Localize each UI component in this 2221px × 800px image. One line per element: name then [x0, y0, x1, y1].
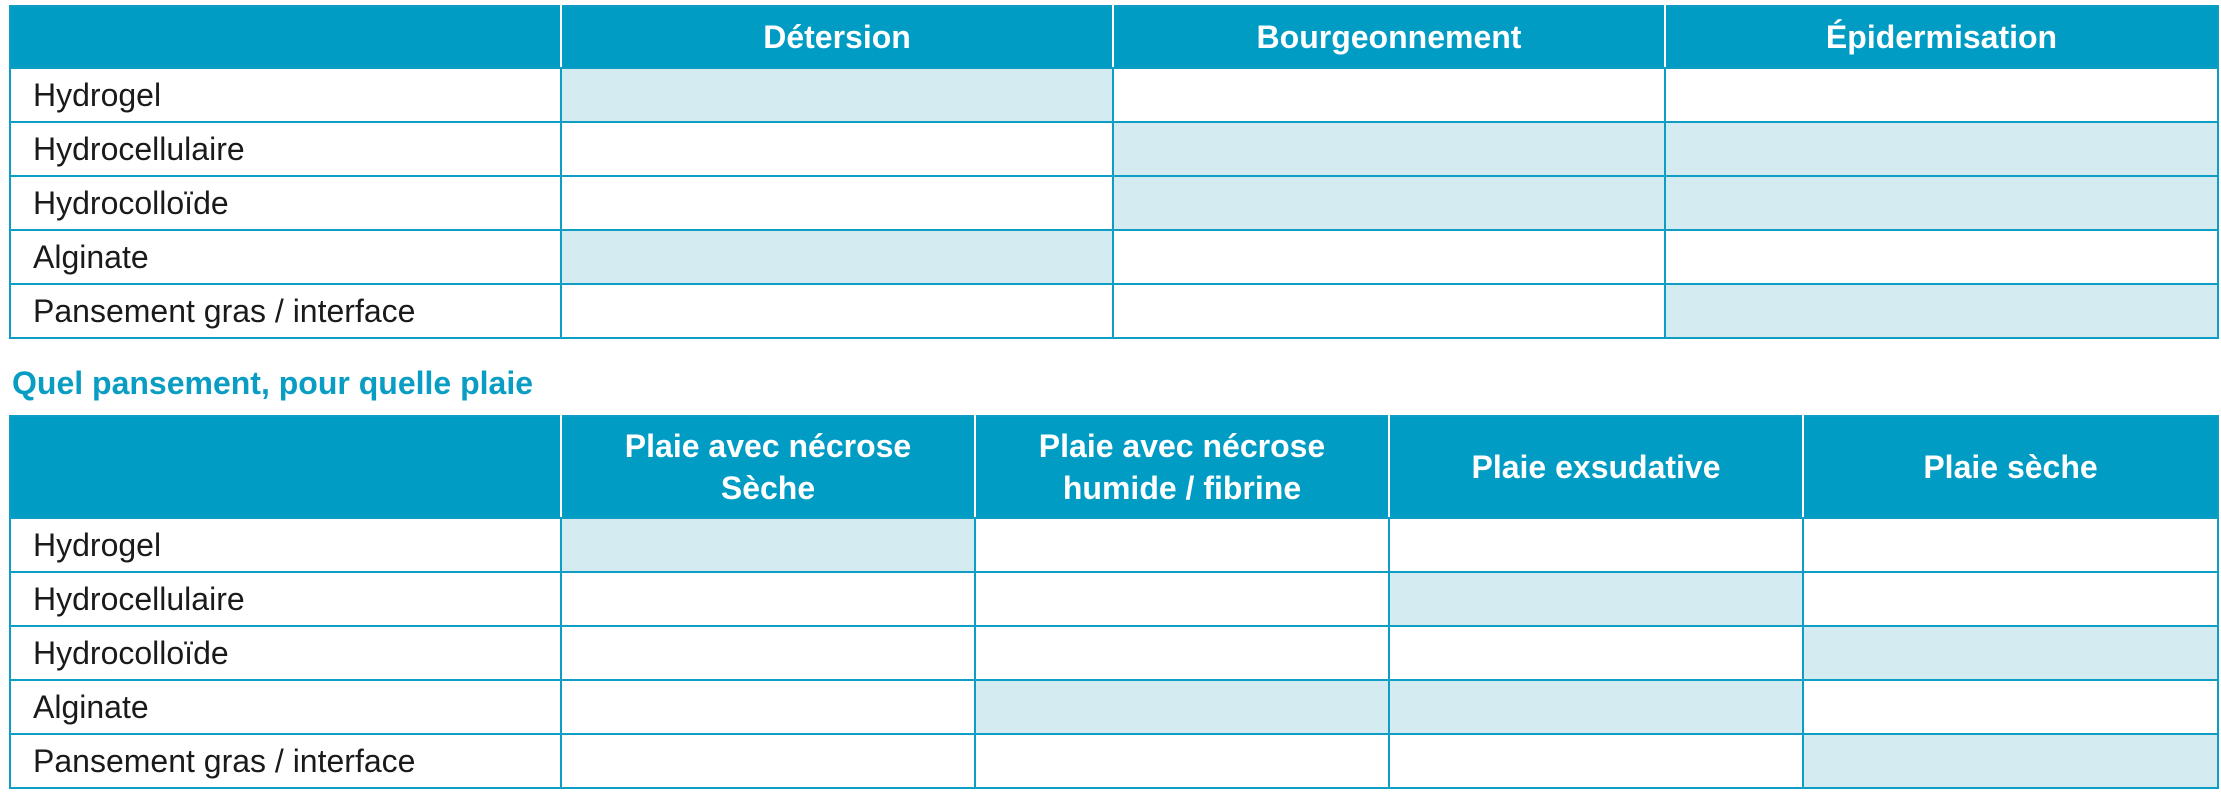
column-header-line: Plaie exsudative: [1471, 449, 1721, 485]
table-healing-phase: [9, 5, 2219, 339]
table-row: [10, 734, 2218, 788]
table-row: [10, 626, 2218, 680]
indication-cell-highlighted: [1389, 680, 1803, 734]
row-label: Hydrocellulaire: [10, 572, 561, 626]
indication-cell: [975, 734, 1389, 788]
indication-cell: [1389, 626, 1803, 680]
indication-cell: [975, 626, 1389, 680]
indication-cell-highlighted: [1665, 284, 2218, 338]
column-header-line: Plaie avec nécrose: [1038, 428, 1326, 464]
header-corner-cell: [10, 416, 561, 518]
row-label: Hydrocolloïde: [10, 626, 561, 680]
indication-cell-highlighted: [1665, 122, 2218, 176]
column-header-line: Plaie avec nécrose: [624, 428, 912, 464]
indication-cell: [561, 680, 975, 734]
indication-cell-highlighted: [1113, 176, 1665, 230]
indication-cell: [1389, 734, 1803, 788]
indication-cell: [561, 572, 975, 626]
column-header: Épidermisation: [1665, 6, 2218, 68]
column-header-line: Sèche: [720, 470, 816, 506]
indication-cell: [561, 734, 975, 788]
header-corner-cell: [10, 6, 561, 68]
row-label: Alginate: [10, 680, 561, 734]
table-row: [10, 518, 2218, 572]
indication-cell: [1389, 518, 1803, 572]
table-row: [10, 572, 2218, 626]
column-header-line: Plaie sèche: [1923, 449, 2098, 485]
row-label: Hydrogel: [10, 68, 561, 122]
indication-cell-highlighted: [1803, 626, 2218, 680]
column-header-line: humide / fibrine: [1062, 470, 1302, 506]
indication-cell-highlighted: [1113, 122, 1665, 176]
indication-cell: [1113, 68, 1665, 122]
table-row: [10, 230, 2218, 284]
column-header: Détersion: [561, 6, 1113, 68]
table-row: [10, 122, 2218, 176]
indication-cell: [561, 626, 975, 680]
row-label: Hydrogel: [10, 518, 561, 572]
row-label: Pansement gras / interface: [10, 284, 561, 338]
indication-cell: [1665, 230, 2218, 284]
column-header: [1803, 416, 2218, 518]
table-row: [10, 68, 2218, 122]
indication-cell-highlighted: [561, 68, 1113, 122]
indication-cell: [1113, 230, 1665, 284]
row-label: Hydrocolloïde: [10, 176, 561, 230]
row-label: Hydrocellulaire: [10, 122, 561, 176]
indication-cell: [1803, 518, 2218, 572]
table-row: [10, 680, 2218, 734]
indication-cell: [975, 518, 1389, 572]
indication-cell: [561, 176, 1113, 230]
indication-cell: [1803, 680, 2218, 734]
indication-cell-highlighted: [1803, 734, 2218, 788]
indication-cell-highlighted: [1665, 176, 2218, 230]
table-wound-type: [9, 415, 2219, 789]
indication-cell-highlighted: [975, 680, 1389, 734]
indication-cell: [1665, 68, 2218, 122]
indication-cell-highlighted: [561, 230, 1113, 284]
row-label: Alginate: [10, 230, 561, 284]
indication-cell: [1113, 284, 1665, 338]
indication-cell: [561, 122, 1113, 176]
indication-cell: [561, 284, 1113, 338]
section-title: Quel pansement, pour quelle plaie: [12, 365, 533, 401]
indication-cell: [1803, 572, 2218, 626]
row-label: Pansement gras / interface: [10, 734, 561, 788]
table-header-row: [10, 6, 2218, 68]
indication-cell-highlighted: [561, 518, 975, 572]
table-row: [10, 284, 2218, 338]
table-header-row: [10, 416, 2218, 518]
indication-cell: [975, 572, 1389, 626]
column-header: [561, 416, 975, 518]
column-header: [975, 416, 1389, 518]
table-row: [10, 176, 2218, 230]
column-header: [1389, 416, 1803, 518]
column-header: Bourgeonnement: [1113, 6, 1665, 68]
indication-cell-highlighted: [1389, 572, 1803, 626]
